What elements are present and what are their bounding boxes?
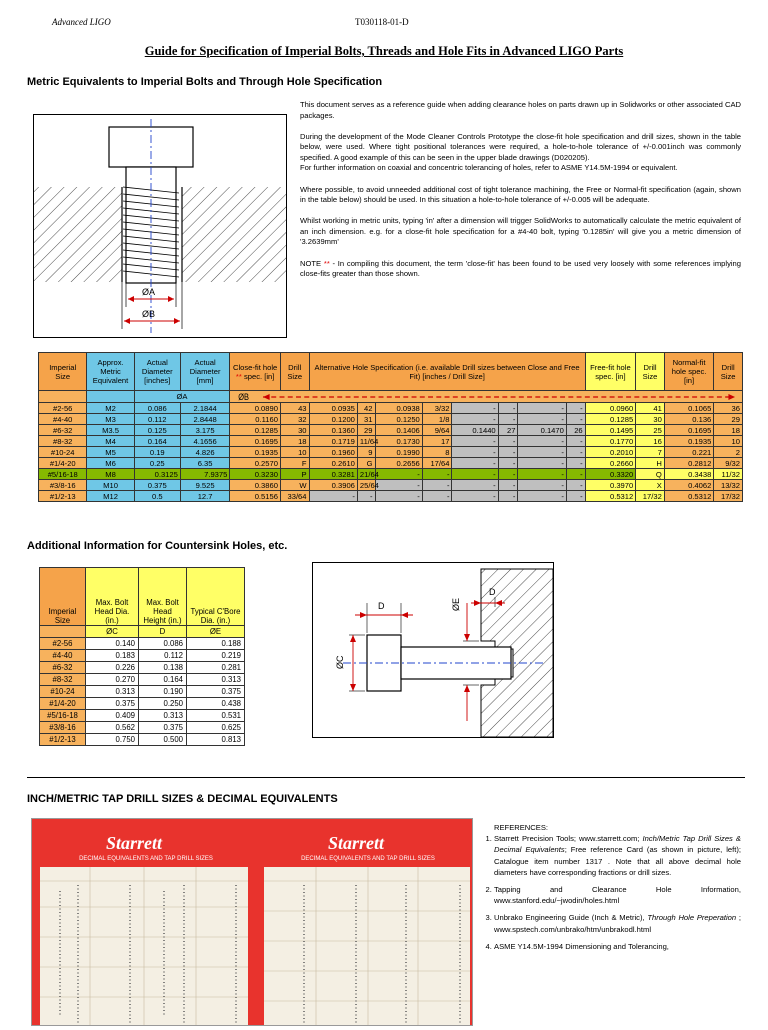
table-cell: M3.5 bbox=[87, 425, 134, 436]
reference-item bbox=[494, 912, 741, 934]
label-c: ØC bbox=[335, 655, 345, 669]
page-title: Guide for Specification of Imperial Bolts, Threads and Hole Fits in Advanced LIGO Parts bbox=[144, 44, 624, 58]
section-divider bbox=[27, 777, 745, 778]
countersink-diagram bbox=[312, 562, 554, 738]
symbol-a: ØA bbox=[134, 391, 230, 403]
symbol-b: ØB bbox=[238, 392, 250, 403]
col-free-fit: Free-fit hole spec. [in] bbox=[585, 353, 636, 391]
table-cell: #2-56 bbox=[40, 638, 86, 650]
table-cell: 6.35 bbox=[180, 458, 229, 469]
col-metric-equiv: Approx. Metric Equivalent bbox=[87, 353, 134, 391]
table-cell: 0.221 bbox=[664, 447, 713, 458]
table-cell: 0.2010 bbox=[585, 447, 636, 458]
table-cell: - bbox=[452, 403, 498, 414]
card-right-columns bbox=[264, 867, 470, 1025]
table-cell: 0.313 bbox=[139, 710, 187, 722]
table-cell: 0.500 bbox=[139, 734, 187, 746]
table-row bbox=[40, 722, 245, 734]
table-cell: 29 bbox=[714, 414, 743, 425]
table-cell: M4 bbox=[87, 436, 134, 447]
card-left-panel bbox=[40, 867, 248, 1025]
table-cell: 0.1285 bbox=[585, 414, 636, 425]
table-cell: #2-56 bbox=[39, 403, 87, 414]
table-cell: 18 bbox=[280, 436, 309, 447]
table-row bbox=[40, 650, 245, 662]
table-cell: 17/32 bbox=[714, 491, 743, 502]
section-heading-countersink: Additional Information for Countersink Holes, etc. bbox=[27, 540, 288, 552]
table-cell: 12.7 bbox=[180, 491, 229, 502]
table-cell: - bbox=[498, 458, 518, 469]
col-drill-size-normal: Drill Size bbox=[714, 353, 743, 391]
table-cell: - bbox=[452, 469, 498, 480]
header-doc-number: T030118-01-D bbox=[355, 17, 409, 27]
symbol-d: D bbox=[139, 626, 187, 638]
table-cell: 0.1935 bbox=[664, 436, 713, 447]
table-cell: 0.1250 bbox=[375, 414, 422, 425]
table-cell: - bbox=[422, 469, 452, 480]
table-row bbox=[40, 698, 245, 710]
header-project: Advanced LIGO bbox=[52, 17, 111, 27]
table-cell: 0.0935 bbox=[309, 403, 357, 414]
table-cell: - bbox=[566, 414, 585, 425]
table-cell: 30 bbox=[280, 425, 309, 436]
table-cell: 0.3320 bbox=[585, 469, 636, 480]
ref-text: ASME Y14.5M-1994 Dimensioning and Tolerancing, bbox=[494, 941, 669, 951]
table-cell: 0.1770 bbox=[585, 436, 636, 447]
table-cell: 0.313 bbox=[187, 674, 245, 686]
col-drill-size-free: Drill Size bbox=[636, 353, 665, 391]
label-e: ØE bbox=[451, 597, 461, 611]
table-cell: 0.313 bbox=[86, 686, 139, 698]
table-cell: 8 bbox=[422, 447, 452, 458]
table-cell: - bbox=[566, 480, 585, 491]
col-diameter-mm: Actual Diameter [mm] bbox=[180, 353, 229, 391]
col-max-head-height: Max. Bolt Head Height (in.) bbox=[139, 568, 187, 626]
table-cell: 17/64 bbox=[422, 458, 452, 469]
table-cell: 0.1406 bbox=[375, 425, 422, 436]
table-cell: 33/64 bbox=[280, 491, 309, 502]
label-d-right: D bbox=[489, 587, 496, 597]
intro-paragraph: Whilst working in metric units, typing 'in' after a dimension will trigger SolidWorks to automatically calculate the metric equivalent of an inch dimension. e.g. for a close-fit hole specification for a #4-40 bolt, typing '0.1285in' will give you a metric dimension of '3.2639mm' bbox=[300, 216, 741, 247]
table-cell: - bbox=[518, 491, 566, 502]
spec-range-arrow bbox=[230, 391, 742, 402]
intro-paragraph: Where possible, to avoid unneeded additional cost of tight tolerance machining, the Free or Normal-fit specification (again, shown in the table below) should be used. In this situation a hole-to-hole tolerance of +/-0.005 will be adequate. bbox=[300, 184, 741, 205]
table-cell: - bbox=[452, 414, 498, 425]
table-row bbox=[40, 662, 245, 674]
table-row bbox=[39, 436, 743, 447]
symbol-e: ØE bbox=[187, 626, 245, 638]
table-cell: G bbox=[357, 458, 375, 469]
table-cell: 32 bbox=[280, 414, 309, 425]
table-cell: 0.3230 bbox=[230, 469, 281, 480]
table-cell: 0.125 bbox=[134, 425, 180, 436]
table-cell: 0.0890 bbox=[230, 403, 281, 414]
table-cell: #8-32 bbox=[40, 674, 86, 686]
table-cell: 0.531 bbox=[187, 710, 245, 722]
table-cell: 0.2812 bbox=[664, 458, 713, 469]
table-row bbox=[39, 414, 743, 425]
table-cell: Q bbox=[636, 469, 665, 480]
table-cell: 30 bbox=[636, 414, 665, 425]
table-cell: 0.1200 bbox=[309, 414, 357, 425]
ref-title: Inch/Metric Tap Drill Sizes & Decimal Equivalents bbox=[494, 834, 741, 855]
card-title-right: DECIMAL EQUIVALENTS AND TAP DRILL SIZES bbox=[301, 856, 435, 862]
table-cell: 0.3281 bbox=[309, 469, 357, 480]
table-cell: - bbox=[518, 414, 566, 425]
note-text: - In compiling this document, the term 'close-fit' has been found to be used very loosely with some references implying close-fits greater than those shown. bbox=[300, 258, 741, 279]
label-a: ØA bbox=[142, 287, 156, 297]
table-cell: 0.750 bbox=[86, 734, 139, 746]
table-cell: 43 bbox=[280, 403, 309, 414]
reference-item bbox=[494, 884, 741, 906]
table-cell: - bbox=[518, 469, 566, 480]
table-cell: 16 bbox=[636, 436, 665, 447]
table-cell: - bbox=[452, 436, 498, 447]
table-cell: 2.8448 bbox=[180, 414, 229, 425]
col-diameter-in: Actual Diameter [inches] bbox=[134, 353, 180, 391]
table-cell: M10 bbox=[87, 480, 134, 491]
table-cell: 0.226 bbox=[86, 662, 139, 674]
col-imperial-size-2: Imperial Size bbox=[40, 568, 86, 626]
col-close-fit bbox=[230, 353, 281, 391]
note-prefix: NOTE bbox=[300, 258, 324, 268]
table-cell: 0.0938 bbox=[375, 403, 422, 414]
table-cell: 27 bbox=[498, 425, 518, 436]
table-cell: M12 bbox=[87, 491, 134, 502]
table-cell: 0.190 bbox=[139, 686, 187, 698]
note-stars: ** bbox=[323, 258, 330, 268]
table-cell: - bbox=[452, 480, 498, 491]
table-cell: 0.1990 bbox=[375, 447, 422, 458]
table-cell: 0.188 bbox=[187, 638, 245, 650]
table-cell: 0.5312 bbox=[585, 491, 636, 502]
col-imperial-size: Imperial Size bbox=[39, 353, 87, 391]
table-cell: 0.270 bbox=[86, 674, 139, 686]
table-cell: #8-32 bbox=[39, 436, 87, 447]
table-cell: 0.2610 bbox=[309, 458, 357, 469]
table-cell: 0.164 bbox=[134, 436, 180, 447]
table-cell: 13/32 bbox=[714, 480, 743, 491]
countersink-rows bbox=[40, 638, 245, 746]
table-cell: 0.1440 bbox=[452, 425, 498, 436]
hole-spec-table bbox=[38, 352, 743, 502]
table-cell: - bbox=[375, 469, 422, 480]
countersink-drawing bbox=[313, 563, 553, 737]
countersink-table bbox=[39, 567, 245, 746]
table-cell: 0.164 bbox=[139, 674, 187, 686]
bolt-hole-drawing bbox=[34, 115, 286, 337]
table-cell: 0.409 bbox=[86, 710, 139, 722]
table-cell: - bbox=[422, 480, 452, 491]
table-cell: 0.1360 bbox=[309, 425, 357, 436]
table-cell: - bbox=[498, 469, 518, 480]
table-cell: #10-24 bbox=[39, 447, 87, 458]
table-cell: 25/64 bbox=[357, 480, 375, 491]
table-cell: 0.1719 bbox=[309, 436, 357, 447]
table-cell: 0.25 bbox=[134, 458, 180, 469]
table-cell: W bbox=[280, 480, 309, 491]
table-row bbox=[40, 710, 245, 722]
label-b: ØB bbox=[142, 309, 156, 319]
table-cell: 0.1695 bbox=[230, 436, 281, 447]
references bbox=[484, 822, 741, 958]
table-cell: 1/8 bbox=[422, 414, 452, 425]
table-cell: 10 bbox=[280, 447, 309, 458]
table-cell: M3 bbox=[87, 414, 134, 425]
table-cell: 11/64 bbox=[357, 436, 375, 447]
symbol-c: ØC bbox=[86, 626, 139, 638]
table-cell: - bbox=[566, 403, 585, 414]
table-cell: M8 bbox=[87, 469, 134, 480]
section-heading-metric: Metric Equivalents to Imperial Bolts and Through Hole Specification bbox=[27, 76, 383, 88]
col-alternative-spec: Alternative Hole Specification (i.e. available Drill sizes between Close and Free Fit) [inches / Drill Size] bbox=[309, 353, 585, 391]
table-cell: 0.086 bbox=[134, 403, 180, 414]
table-cell: 0.281 bbox=[187, 662, 245, 674]
table-cell: 4.826 bbox=[180, 447, 229, 458]
table-cell: - bbox=[566, 491, 585, 502]
ref-text: Unbrako Engineering Guide (Inch & Metric), bbox=[494, 913, 648, 923]
card-brand-right: Starrett bbox=[328, 833, 385, 853]
col-normal-fit: Normal-fit hole spec. [in] bbox=[664, 353, 713, 391]
table-cell: 17 bbox=[422, 436, 452, 447]
table-cell: 3.175 bbox=[180, 425, 229, 436]
card-left-columns bbox=[40, 867, 248, 1025]
table-cell: - bbox=[357, 491, 375, 502]
table-cell: 0.375 bbox=[86, 698, 139, 710]
table-cell: - bbox=[566, 469, 585, 480]
table-cell: - bbox=[566, 447, 585, 458]
table-cell: 0.2656 bbox=[375, 458, 422, 469]
label-d-top: D bbox=[378, 601, 385, 611]
table-cell: 0.219 bbox=[187, 650, 245, 662]
ref-text: ; Free reference Card (as shown in picture, left); Catalogue item number 1317 . Note that all above decimal hole diameters have corresponding fractions or drill sizes. bbox=[494, 845, 741, 877]
table-cell: #6-32 bbox=[40, 662, 86, 674]
table-cell: M5 bbox=[87, 447, 134, 458]
table-cell: F bbox=[280, 458, 309, 469]
table-cell: P bbox=[280, 469, 309, 480]
table-cell: #3/8-16 bbox=[39, 480, 87, 491]
table-cell: - bbox=[518, 436, 566, 447]
ref-title: Through Hole Preperation bbox=[647, 913, 737, 923]
ref-text: Starrett Precision Tools; www.starrett.com; bbox=[494, 834, 643, 844]
bolt-hole-diagram bbox=[33, 114, 287, 338]
card-title-left: DECIMAL EQUIVALENTS AND TAP DRILL SIZES bbox=[79, 856, 213, 862]
table-cell: 0.2570 bbox=[230, 458, 281, 469]
col-close-fit-label: Close-fit hole bbox=[232, 362, 278, 372]
table-row bbox=[40, 674, 245, 686]
ref-text: Tapping and Clearance Hole Information, www.stanford.edu/~jwodin/holes.html bbox=[494, 885, 741, 906]
table-cell: 0.375 bbox=[139, 722, 187, 734]
table-row bbox=[39, 425, 743, 436]
table-cell: 41 bbox=[636, 403, 665, 414]
table-cell: 0.5312 bbox=[664, 491, 713, 502]
table-cell: 3/32 bbox=[422, 403, 452, 414]
table-cell: - bbox=[498, 447, 518, 458]
table-cell: 0.2660 bbox=[585, 458, 636, 469]
table-cell: 0.3438 bbox=[664, 469, 713, 480]
table-cell: 2 bbox=[714, 447, 743, 458]
table-cell: M2 bbox=[87, 403, 134, 414]
table-cell: 0.1495 bbox=[585, 425, 636, 436]
table-cell: 2.1844 bbox=[180, 403, 229, 414]
table-cell: #1/2-13 bbox=[39, 491, 87, 502]
table-cell: 0.1695 bbox=[664, 425, 713, 436]
table-cell: 0.438 bbox=[187, 698, 245, 710]
hole-spec-rows bbox=[39, 403, 743, 502]
table-cell: 0.3860 bbox=[230, 480, 281, 491]
section-heading-tap-drill: INCH/METRIC TAP DRILL SIZES & DECIMAL EQUIVALENTS bbox=[27, 793, 338, 805]
table-cell: 0.1960 bbox=[309, 447, 357, 458]
table-cell: 0.1285 bbox=[230, 425, 281, 436]
table-row bbox=[39, 447, 743, 458]
table-cell: - bbox=[375, 491, 422, 502]
table-cell: 17/32 bbox=[636, 491, 665, 502]
table-cell: M6 bbox=[87, 458, 134, 469]
table-cell: 21/64 bbox=[357, 469, 375, 480]
table-row bbox=[39, 480, 743, 491]
table-cell: #4-40 bbox=[39, 414, 87, 425]
table-cell: 0.140 bbox=[86, 638, 139, 650]
table-cell: 7.9375 bbox=[180, 469, 229, 480]
table-cell: 0.375 bbox=[187, 686, 245, 698]
table-row bbox=[40, 638, 245, 650]
reference-item bbox=[494, 941, 741, 952]
table-cell: 0.1935 bbox=[230, 447, 281, 458]
table-cell: 0.086 bbox=[139, 638, 187, 650]
col-max-head-dia: Max. Bolt Head Dia. (in.) bbox=[86, 568, 139, 626]
table-cell: 9 bbox=[357, 447, 375, 458]
close-fit-stars: ** bbox=[235, 371, 242, 381]
table-cell: 9/64 bbox=[422, 425, 452, 436]
table-cell: 9.525 bbox=[180, 480, 229, 491]
table-cell: - bbox=[452, 447, 498, 458]
table-cell: - bbox=[452, 458, 498, 469]
table-cell: - bbox=[518, 458, 566, 469]
table-row bbox=[40, 686, 245, 698]
table-cell: 9/32 bbox=[714, 458, 743, 469]
ref-text: ; www.spstech.com/unbrako/htm/unbrakodl.html bbox=[494, 913, 741, 934]
symbol-b-row bbox=[230, 391, 743, 403]
col-close-fit-label-2: spec. [in] bbox=[241, 371, 275, 381]
table-cell: 0.1730 bbox=[375, 436, 422, 447]
table-cell: - bbox=[498, 414, 518, 425]
intro-text bbox=[300, 100, 741, 290]
card-right-panel bbox=[264, 867, 470, 1025]
intro-paragraph: For further information on coaxial and concentric tolerancing of holes, refer to ASME Y14.5M-1994 or equivalent. bbox=[300, 163, 678, 173]
table-cell: 0.5 bbox=[134, 491, 180, 502]
table-row bbox=[39, 403, 743, 414]
table-cell: 0.138 bbox=[139, 662, 187, 674]
table-cell: 0.375 bbox=[134, 480, 180, 491]
references-list bbox=[484, 833, 741, 952]
table-cell: 0.1470 bbox=[518, 425, 566, 436]
table-cell: #1/2-13 bbox=[40, 734, 86, 746]
table-cell: X bbox=[636, 480, 665, 491]
table-cell: 0.3125 bbox=[134, 469, 180, 480]
table-cell: - bbox=[518, 480, 566, 491]
reference-item bbox=[494, 833, 741, 878]
table-cell: 0.3970 bbox=[585, 480, 636, 491]
col-cbore-dia: Typical C'Bore Dia. (in.) bbox=[187, 568, 245, 626]
table-cell: 0.1065 bbox=[664, 403, 713, 414]
table-cell: 0.5156 bbox=[230, 491, 281, 502]
table-cell: #1/4-20 bbox=[40, 698, 86, 710]
table-cell: 11/32 bbox=[714, 469, 743, 480]
table-cell: 0.19 bbox=[134, 447, 180, 458]
table-cell: 0.112 bbox=[134, 414, 180, 425]
table-cell: 0.0960 bbox=[585, 403, 636, 414]
table-row bbox=[39, 491, 743, 502]
table-cell: 4.1656 bbox=[180, 436, 229, 447]
table-cell: - bbox=[518, 447, 566, 458]
table-cell: 31 bbox=[357, 414, 375, 425]
intro-paragraph: This document serves as a reference guide when adding clearance holes on parts drawn up in Solidworks or other associated CAD packages. bbox=[300, 100, 741, 120]
table-cell: 25 bbox=[636, 425, 665, 436]
table-cell: - bbox=[498, 436, 518, 447]
table-cell: #4-40 bbox=[40, 650, 86, 662]
table-row bbox=[39, 469, 743, 480]
table-cell: 0.183 bbox=[86, 650, 139, 662]
table-cell: #3/8-16 bbox=[40, 722, 86, 734]
table-cell: - bbox=[422, 491, 452, 502]
table-cell: - bbox=[566, 436, 585, 447]
table-cell: 29 bbox=[357, 425, 375, 436]
table-cell: H bbox=[636, 458, 665, 469]
table-cell: - bbox=[498, 480, 518, 491]
table-cell: 42 bbox=[357, 403, 375, 414]
table-cell: 26 bbox=[566, 425, 585, 436]
table-row bbox=[40, 734, 245, 746]
table-cell: 7 bbox=[636, 447, 665, 458]
intro-paragraph: During the development of the Mode Cleaner Controls Prototype the close-fit hole specification and drill sizes, shown in the table below, were used. Where tight positional tolerances were required, a hole-to-hole tolerance of +/-0.001inch was commonly specified. A good example of this can be seen in the upper blade drawings (D020205). bbox=[300, 131, 741, 162]
card-brand-left: Starrett bbox=[106, 833, 163, 853]
table-cell: 0.625 bbox=[187, 722, 245, 734]
table-cell: 0.250 bbox=[139, 698, 187, 710]
table-cell: #10-24 bbox=[40, 686, 86, 698]
references-title: REFERENCES: bbox=[494, 823, 549, 832]
col-drill-size: Drill Size bbox=[280, 353, 309, 391]
table-cell: 0.4062 bbox=[664, 480, 713, 491]
note-paragraph bbox=[300, 259, 741, 280]
table-cell: 10 bbox=[714, 436, 743, 447]
table-cell: 0.1160 bbox=[230, 414, 281, 425]
table-cell: #5/16-18 bbox=[39, 469, 87, 480]
table-cell: - bbox=[375, 480, 422, 491]
table-cell: - bbox=[498, 403, 518, 414]
table-cell: - bbox=[452, 491, 498, 502]
table-cell: 0.813 bbox=[187, 734, 245, 746]
table-cell: - bbox=[566, 458, 585, 469]
table-cell: - bbox=[498, 491, 518, 502]
table-cell: 18 bbox=[714, 425, 743, 436]
table-cell: 36 bbox=[714, 403, 743, 414]
table-cell: - bbox=[518, 403, 566, 414]
table-cell: 0.136 bbox=[664, 414, 713, 425]
table-cell: 0.562 bbox=[86, 722, 139, 734]
table-cell: #5/16-18 bbox=[40, 710, 86, 722]
starrett-reference-card bbox=[31, 818, 473, 1026]
table-cell: - bbox=[309, 491, 357, 502]
table-cell: #6-32 bbox=[39, 425, 87, 436]
table-cell: 0.112 bbox=[139, 650, 187, 662]
table-cell: 0.3906 bbox=[309, 480, 357, 491]
table-cell: #1/4-20 bbox=[39, 458, 87, 469]
table-row bbox=[39, 458, 743, 469]
